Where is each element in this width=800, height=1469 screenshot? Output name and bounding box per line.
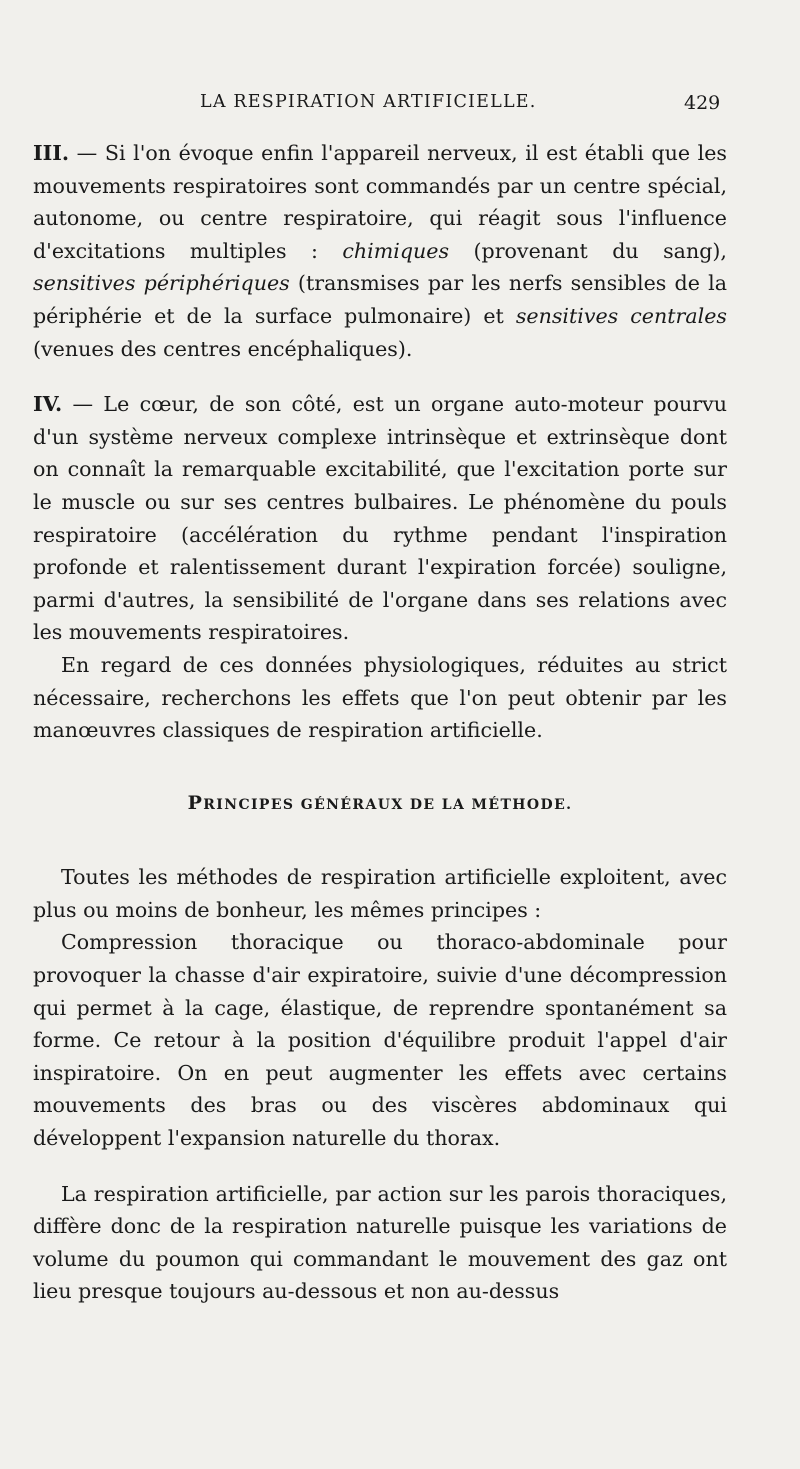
paragraph-number: III. <box>33 141 70 165</box>
paragraph-data: En regard de ces données physiologiques, réduites au strict nécessaire, recherchons les effets que l'on peut obtenir par les manœuvres classiques de respiration artificielle. <box>33 652 727 743</box>
paragraph-gap <box>33 1155 727 1178</box>
running-title: LA RESPIRATION ARTIFICIELLE. <box>200 92 537 112</box>
italic-term: chimiques <box>342 238 450 263</box>
paragraph-text: (venues des centres encéphaliques). <box>33 336 413 361</box>
section-heading <box>33 787 727 822</box>
italic-term: sensitives périphériques <box>33 271 290 296</box>
paragraph-text: — Si l'on évoque enfin l'appareil nerveux, il est établi que les mouvements respiratoires sont commandés par un centre spécial, autonome, ou centre respiratoire, qui réagit sous l'influence d'excitations multiples : <box>33 141 727 263</box>
page-body <box>33 137 727 1308</box>
running-head <box>0 92 800 122</box>
section-gap <box>33 747 727 787</box>
heading-initial: P <box>187 791 204 814</box>
paragraph-number: IV. <box>33 392 63 417</box>
page-number: 429 <box>684 92 721 114</box>
paragraph-text: (provenant du sang), <box>449 238 727 263</box>
paragraph-compression: Compression thoracique ou thoraco-abdominale pour provoquer la chasse d'air expiratoire, suivie d'une décompression qui permet à la cage, élastique, de reprendre spontanément sa forme. Ce retour à la position d'équilibre produit l'appel d'air inspiratoire. On en peut augmenter les effets avec certains mouvements des bras ou des viscères abdominaux qui développent l'expansion naturelle du thorax. <box>33 930 727 1151</box>
paragraph-iv <box>33 388 727 649</box>
paragraph-artificial: La respiration artificielle, par action sur les parois thoraciques, diffère donc de la respiration naturelle puisque les variations de volume du poumon qui commandant le mouvement des gaz ont lieu presque toujours au-dessous et non au-dessus <box>33 1181 727 1304</box>
paragraph-principles: Toutes les méthodes de respiration artificielle exploitent, avec plus ou moins de bonheur, les mêmes principes : <box>33 865 727 922</box>
heading-rest: RINCIPES GÉNÉRAUX DE LA MÉTHODE. <box>203 796 573 813</box>
paragraph-text: (transmises par les nerfs sensibles de la périphérie et de la surface pulmonaire) et <box>33 271 727 328</box>
paragraph-text: — Le cœur, de son côté, est un organe auto-moteur pourvu d'un système nerveux complexe intrinsèque et extrinsèque dont on connaît la remarquable excitabilité, que l'excitation porte sur le muscle ou sur ses centres bulbaires. Le phénomène du pouls respiratoire (accélération du rythme pendant l'inspiration profonde et ralentissement durant l'expiration forcée) souligne, parmi d'autres, la sensibilité de l'organe dans ses relations avec les mouvements respiratoires. <box>33 392 727 645</box>
italic-term: sensitives centrales <box>515 303 727 328</box>
paragraph-gap <box>33 365 727 388</box>
paragraph-iii <box>33 137 727 365</box>
section-gap <box>33 821 727 861</box>
